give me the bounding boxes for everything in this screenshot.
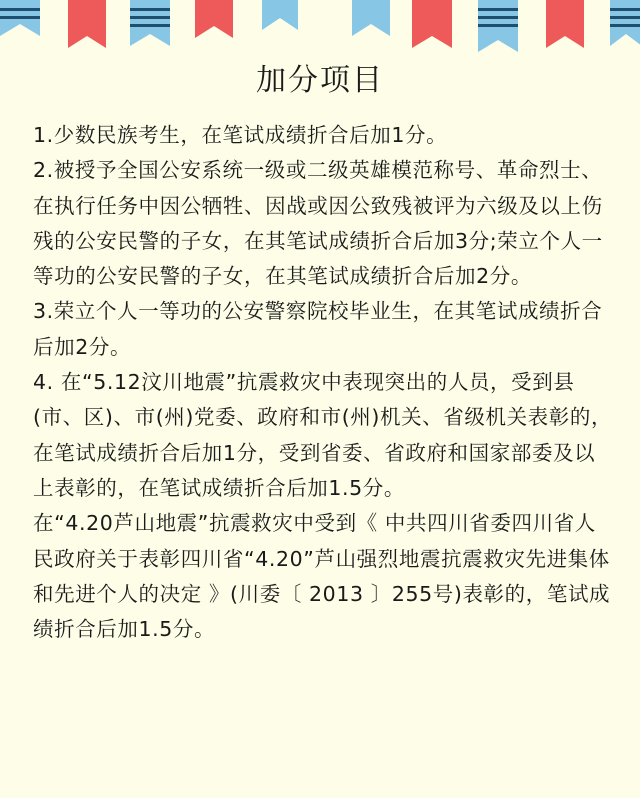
bunting-flag-stripe xyxy=(0,16,40,19)
bunting-decoration xyxy=(0,0,640,60)
content-body xyxy=(33,118,613,647)
item-3-merit-graduate: 3.荣立个人一等功的公安警察院校毕业生，在其笔试成绩折合后加2分。 xyxy=(33,299,603,359)
bunting-flags xyxy=(0,0,640,52)
bunting-flag xyxy=(195,0,233,38)
bunting-flag-stripe xyxy=(610,24,640,27)
bunting-flag-stripe xyxy=(478,16,518,19)
bunting-flag xyxy=(68,0,106,48)
page-title: 加分项目 xyxy=(256,63,384,98)
bunting-flag-stripe xyxy=(610,8,640,11)
bunting-flag-stripe xyxy=(130,8,170,11)
bunting-flag-stripe xyxy=(610,16,640,19)
item-1-minority: 1.少数民族考生，在笔试成绩折合后加1分。 xyxy=(33,123,448,147)
bunting-flag xyxy=(130,0,170,46)
item-4-wenchuan: 4. 在“5.12汶川地震”抗震救灾中表现突出的人员，受到县(市、区)、市(州)党委、政府和市(州)机关、省级机关表彰的，在笔试成绩折合后加1分，受到省委、省政府和国家部委及以上表彰的，在笔试成绩折合后加1.5分。 xyxy=(33,370,613,500)
bunting-flag-stripe xyxy=(0,8,40,11)
item-5-lushan: 在“4.20芦山地震”抗震救灾中受到《 中共四川省委四川省人民政府关于表彰四川省“4.20”芦山强烈地震抗震救灾先进集体和先进个人的决定 》(川委〔 2013 〕255号)表彰的，笔试成绩折合后加1.5分。 xyxy=(33,511,611,642)
bunting-flag xyxy=(610,0,640,46)
bunting-flag xyxy=(546,0,584,48)
bunting-flag-stripe xyxy=(478,8,518,11)
bunting-flag xyxy=(262,0,298,30)
item-2-hero-family: 2.被授予全国公安系统一级或二级英雄模范称号、革命烈士、在执行任务中因公牺牲、因战或因公致残被评为六级及以上伤残的公安民警的子女，在其笔试成绩折合后加3分;荣立个人一等功的公安民警的子女，在其笔试成绩折合后加2分。 xyxy=(33,158,603,289)
bunting-flag-stripe xyxy=(130,16,170,19)
bunting-flag xyxy=(412,0,452,48)
bunting-flag xyxy=(352,0,390,36)
bunting-flag-stripe xyxy=(478,24,518,27)
bunting-flag-stripe xyxy=(130,24,170,27)
